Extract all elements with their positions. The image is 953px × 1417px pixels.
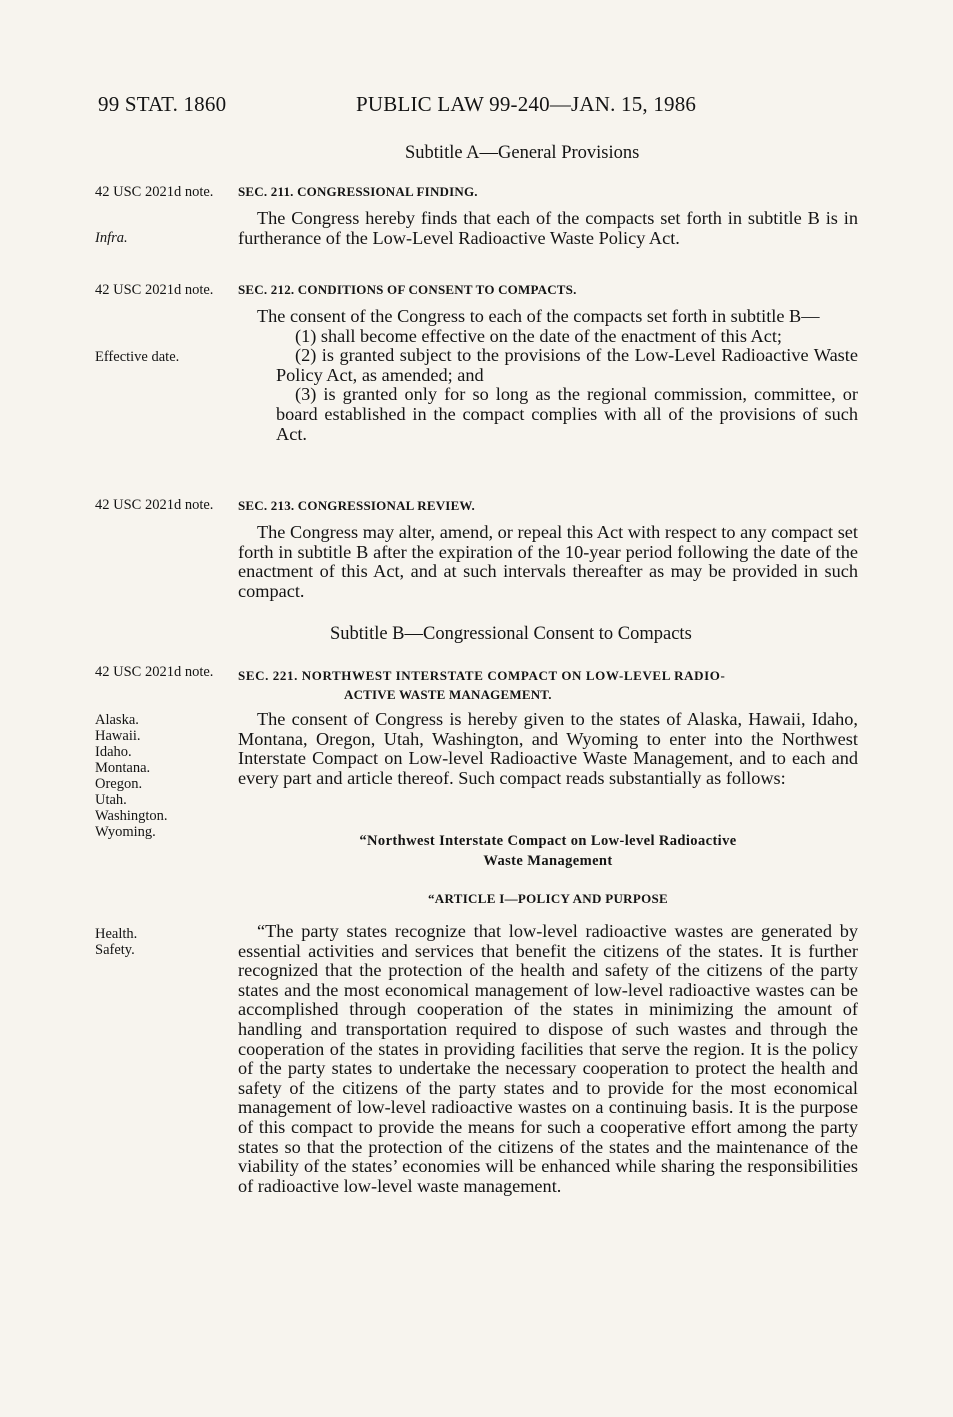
margin-state: Wyoming. — [95, 824, 156, 840]
article-1-paragraph: “The party states recognize that low-level radioactive wastes are generated by essential activities and services that benefit the citizens of the states. It is further recognized that the protection of the health and safety of the citizens of the party states and the most economical management of low-level radioactive wastes can be accomplished through cooperation of the states in minimizing the amount of handling and transportation required to dispose of such wastes and through the cooperation of the states in providing facilities that serve the region. It is the policy of the party states to undertake the necessary cooperation to protect the health and safety of the citizens of the party states and to provide for the most economical management of low-level radioactive wastes on a continuing basis. It is the purpose of this compact to provide the means for such a cooperative effort among the party states so that the protection of the citizens of the states and the maintenance of the viability of the states’ economies will be enhanced while sharing the responsibilities of radioactive low-level waste management. — [238, 921, 858, 1196]
section-212-item-3: (3) is granted only for so long as the regional commission, committee, or board established in the compact complies with all of the provisions of such Act. — [276, 384, 858, 444]
section-221-paragraph: The consent of Congress is hereby given to the states of Alaska, Hawaii, Idaho, Montana, Oregon, Utah, Washington, and Wyoming to enter into the Northwest Interstate Compact on Low-level Radioactive Waste Management, and to each and every part and article thereof. Such compact reads substantially as follows: — [238, 709, 858, 788]
margin-state: Washington. — [95, 808, 168, 824]
margin-note-effective-date: Effective date. — [95, 349, 180, 365]
margin-note-health-safety — [95, 926, 230, 958]
section-211-text — [238, 209, 858, 248]
stat-page-number: 99 STAT. 1860 — [98, 92, 227, 116]
section-212-heading: SEC. 212. CONDITIONS OF CONSENT TO COMPACTS. — [238, 282, 577, 297]
subtitle-a-heading: Subtitle A—General Provisions — [405, 143, 640, 163]
article-1-heading: “ARTICLE I—POLICY AND PURPOSE — [428, 891, 668, 906]
section-212-item-2: (2) is granted subject to the provisions of the Low-Level Radioactive Waste Policy Act, as amended; and — [276, 345, 858, 385]
margin-note-states — [95, 712, 230, 840]
section-221-text — [238, 710, 858, 788]
section-211-paragraph: The Congress hereby finds that each of the compacts set forth in subtitle B is in furtherance of the Low-Level Radioactive Waste Policy Act. — [238, 208, 858, 248]
compact-title-line-1: “Northwest Interstate Compact on Low-level Radioactive — [359, 833, 737, 849]
section-212-text — [238, 307, 858, 444]
margin-state: Idaho. — [95, 744, 132, 760]
section-221-heading-line-2: ACTIVE WASTE MANAGEMENT. — [344, 687, 552, 702]
section-221-heading-line-1: SEC. 221. NORTHWEST INTERSTATE COMPACT ON LOW-LEVEL RADIO- — [238, 668, 726, 683]
section-213-text — [238, 523, 858, 601]
article-1-text — [238, 922, 858, 1196]
section-213-paragraph: The Congress may alter, amend, or repeal this Act with respect to any compact set forth in subtitle B after the expiration of the 10-year period following the date of the enactment of this Act, and at such intervals thereafter as may be provided in such compact. — [238, 522, 858, 601]
margin-note-213-cite: 42 USC 2021d note. — [95, 497, 214, 513]
section-212-item-1: (1) shall become effective on the date of the enactment of this Act; — [295, 325, 782, 346]
margin-note-212-cite: 42 USC 2021d note. — [95, 282, 214, 298]
margin-state: Montana. — [95, 760, 151, 776]
compact-title — [238, 831, 858, 871]
section-213-heading: SEC. 213. CONGRESSIONAL REVIEW. — [238, 498, 475, 513]
margin-note-safety: Safety. — [95, 942, 135, 958]
margin-state: Alaska. — [95, 712, 139, 728]
compact-title-line-2: Waste Management — [483, 853, 613, 869]
margin-note-health: Health. — [95, 926, 138, 942]
subtitle-b-heading: Subtitle B—Congressional Consent to Compacts — [330, 624, 692, 644]
margin-note-211-infra: Infra. — [95, 230, 128, 246]
margin-note-221-cite: 42 USC 2021d note. — [95, 664, 214, 680]
section-212-intro: The consent of the Congress to each of the compacts set forth in subtitle B— — [257, 306, 820, 326]
section-221-heading — [238, 666, 858, 704]
margin-state: Hawaii. — [95, 728, 141, 744]
margin-note-211-cite: 42 USC 2021d note. — [95, 184, 214, 200]
margin-state: Utah. — [95, 792, 127, 808]
public-law-header: PUBLIC LAW 99-240—JAN. 15, 1986 — [356, 92, 697, 116]
margin-state: Oregon. — [95, 776, 143, 792]
section-211-heading: SEC. 211. CONGRESSIONAL FINDING. — [238, 184, 478, 199]
